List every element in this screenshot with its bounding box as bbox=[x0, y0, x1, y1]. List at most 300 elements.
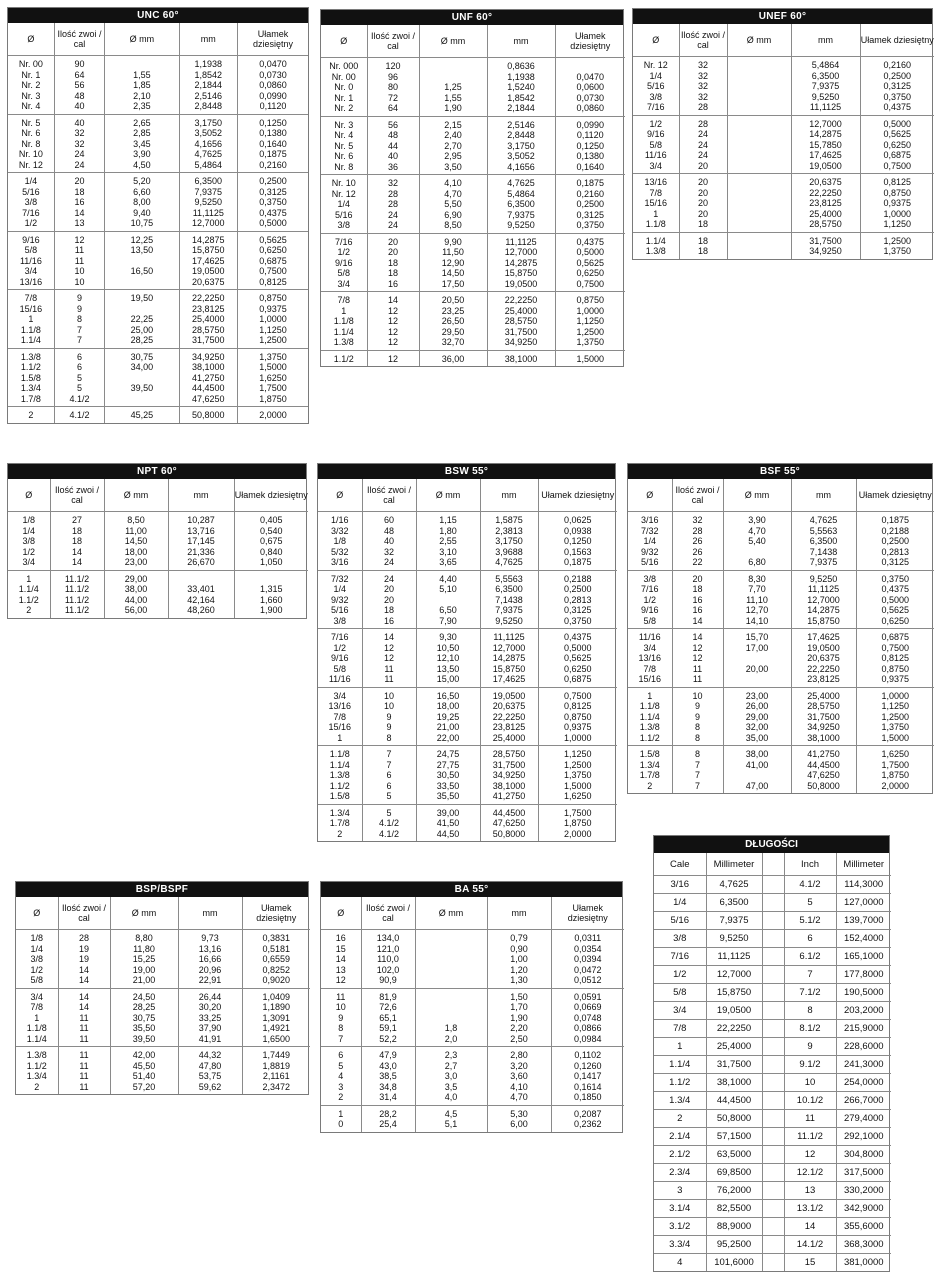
ba-table bbox=[320, 881, 623, 1133]
cell-value: 9/16 bbox=[334, 257, 353, 268]
dlugosci-row bbox=[654, 876, 891, 894]
cell-value: 0,2188 bbox=[563, 573, 592, 584]
cell-value: 5,30 bbox=[510, 1108, 528, 1119]
cell-value: 3/8 bbox=[30, 954, 43, 964]
cell-value: 5 bbox=[76, 372, 82, 383]
inch-cell: 9.1/2 bbox=[784, 1056, 836, 1074]
cell-value: 0,0860 bbox=[576, 103, 605, 113]
cell-value: 12,7000 bbox=[504, 247, 538, 257]
cell-value bbox=[416, 933, 487, 944]
cell-value: Nr. 00 bbox=[18, 59, 43, 69]
cell-value: 15 bbox=[335, 943, 346, 954]
decimal-cell bbox=[856, 512, 934, 571]
size-cell bbox=[321, 116, 367, 175]
mm-cell bbox=[178, 930, 242, 989]
cell-value: 5 bbox=[338, 1060, 344, 1071]
cell-value: 1.1/2 bbox=[329, 780, 350, 791]
cell-value: 9,30 bbox=[439, 632, 457, 642]
cell-value: 5/8 bbox=[337, 268, 350, 278]
cell-value: 13/16 bbox=[328, 701, 352, 711]
cell-value: 6,3500 bbox=[507, 199, 535, 209]
cell-value: 35,00 bbox=[745, 732, 769, 743]
cell-value: 52,2 bbox=[379, 1033, 397, 1044]
cell-value: 32 bbox=[383, 546, 394, 557]
cell-value: 0,3125 bbox=[563, 605, 592, 615]
npt-header-row bbox=[8, 479, 308, 512]
cell-value: 3/4 bbox=[337, 278, 350, 289]
cell-value: 6,3500 bbox=[811, 70, 840, 81]
cell-value: 0,5625 bbox=[576, 257, 605, 268]
cell-value: 14,2875 bbox=[192, 234, 225, 245]
millimeter-cell-2: 139,7000 bbox=[836, 912, 891, 930]
cell-value: 11,50 bbox=[442, 247, 464, 257]
cell-value: 2 bbox=[26, 605, 32, 615]
cell-value: 8 bbox=[386, 732, 392, 743]
cell-value: 2,10 bbox=[133, 90, 151, 101]
millimeter-cell: 44,4500 bbox=[706, 1092, 762, 1110]
threads-cell bbox=[362, 570, 416, 629]
cell-value: 0,1250 bbox=[259, 117, 287, 128]
size-cell bbox=[321, 988, 361, 1047]
cell-value: 31,4 bbox=[379, 1092, 397, 1102]
unc-title: UNC 60° bbox=[8, 8, 308, 23]
millimeter-cell-2: 203,2000 bbox=[836, 1002, 891, 1020]
cell-value bbox=[728, 119, 791, 130]
cell-value: 0,6875 bbox=[883, 150, 912, 160]
size-cell bbox=[318, 512, 362, 571]
inch-cell: 10.1/2 bbox=[784, 1092, 836, 1110]
cell-value: 6,50 bbox=[439, 605, 457, 615]
cell-value: 12 bbox=[692, 642, 703, 653]
cell-value: 110,0 bbox=[377, 954, 399, 964]
threads-cell bbox=[58, 1047, 110, 1095]
mm-cell bbox=[480, 512, 538, 571]
cell-value: 1.1/2 bbox=[639, 732, 660, 743]
mm-cell bbox=[487, 233, 555, 292]
cale-cell: 1.1/4 bbox=[654, 1056, 706, 1074]
cell-value: 9/16 bbox=[640, 605, 659, 615]
cell-value: 1,15 bbox=[439, 515, 457, 525]
cell-value: 21,336 bbox=[187, 546, 215, 557]
cell-value: 4,10 bbox=[444, 178, 462, 188]
decimal-cell bbox=[555, 350, 625, 366]
cell-value: Nr. 6 bbox=[334, 151, 354, 161]
decimal-cell bbox=[237, 348, 308, 407]
mm-cell bbox=[179, 173, 237, 232]
cell-value: 0,0394 bbox=[573, 954, 602, 964]
diameter-mm-cell bbox=[416, 746, 480, 805]
cell-value: 1,7500 bbox=[563, 807, 592, 818]
diameter-mm-cell bbox=[105, 231, 179, 290]
cell-value: 1,8750 bbox=[881, 770, 910, 780]
cell-value: 9 bbox=[386, 711, 392, 722]
cale-cell: 2.1/4 bbox=[654, 1128, 706, 1146]
cell-value: 6 bbox=[76, 351, 82, 362]
cell-value: 1,8542 bbox=[194, 69, 223, 80]
cell-value: 23,8125 bbox=[809, 198, 842, 208]
cell-value: 47,9 bbox=[379, 1050, 397, 1060]
dlugosci-row bbox=[654, 1038, 891, 1056]
cell-value: 34,9250 bbox=[504, 337, 538, 347]
size-cell bbox=[8, 348, 54, 407]
cell-value: 1,8750 bbox=[259, 393, 287, 404]
bsw-table bbox=[317, 463, 616, 842]
millimeter-cell-2: 241,3000 bbox=[836, 1056, 891, 1074]
cell-value: 24 bbox=[697, 139, 708, 150]
cell-value: 56 bbox=[74, 80, 85, 90]
cell-value: 1,0409 bbox=[262, 991, 291, 1002]
cell-value: 1.1/4 bbox=[639, 711, 660, 722]
cell-value: 1/4 bbox=[643, 536, 656, 546]
cell-value: 1,3091 bbox=[262, 1012, 291, 1023]
cell-value: 8 bbox=[76, 314, 82, 324]
cell-value: 1/4 bbox=[649, 70, 662, 81]
cell-value: 2 bbox=[34, 1081, 40, 1092]
cell-value: 12 bbox=[383, 642, 394, 653]
cell-value: 0,8125 bbox=[259, 276, 287, 287]
cell-value: 24 bbox=[387, 220, 398, 230]
mm-cell bbox=[480, 629, 538, 688]
cell-value: 9,40 bbox=[133, 207, 151, 218]
bsf-header-row bbox=[628, 479, 934, 512]
mm-cell bbox=[487, 1047, 551, 1106]
cell-value: 7,90 bbox=[439, 615, 457, 626]
cell-value: 24 bbox=[74, 149, 85, 159]
size-cell bbox=[321, 292, 367, 351]
cell-value: 3/8 bbox=[643, 573, 656, 584]
cell-value: 20,96 bbox=[198, 964, 222, 975]
ba-row-group bbox=[321, 988, 624, 1047]
diameter-mm-cell bbox=[105, 173, 179, 232]
dlugosci-title: DŁUGOŚCI bbox=[654, 836, 889, 853]
header-decimal-fraction: Ułamek dziesiętny bbox=[856, 479, 934, 512]
header-millimeter-2: Millimeter bbox=[836, 853, 891, 876]
cell-value: 33,50 bbox=[436, 780, 460, 791]
cell-value: 15,8750 bbox=[504, 268, 538, 278]
cell-value: 2,1844 bbox=[507, 103, 535, 113]
dlugosci-row bbox=[654, 1146, 891, 1164]
cell-value: 32,70 bbox=[441, 337, 465, 347]
millimeter-cell: 38,1000 bbox=[706, 1074, 762, 1092]
cell-value: 1.3/4 bbox=[26, 1071, 47, 1081]
header-diameter: Ø bbox=[16, 897, 58, 930]
spacer-cell bbox=[762, 1074, 784, 1092]
cell-value: 2,40 bbox=[444, 130, 462, 140]
spacer-cell bbox=[762, 876, 784, 894]
size-cell bbox=[628, 629, 672, 688]
cell-value: 0,7500 bbox=[576, 278, 605, 289]
cell-value: 28 bbox=[387, 199, 398, 209]
spacer-cell bbox=[762, 1110, 784, 1128]
cell-value bbox=[416, 965, 487, 976]
cell-value: 1 bbox=[26, 573, 32, 584]
cell-value: 4.1/2 bbox=[69, 393, 90, 404]
cale-cell: 3 bbox=[654, 1182, 706, 1200]
cell-value: 11 bbox=[79, 1023, 89, 1033]
cell-value bbox=[728, 177, 791, 188]
millimeter-cell-2: 381,0000 bbox=[843, 1257, 884, 1268]
cell-value: 28 bbox=[697, 118, 708, 129]
inch-cell: 10 bbox=[784, 1074, 836, 1092]
mm-cell bbox=[178, 988, 242, 1047]
cell-value: 50,8000 bbox=[192, 410, 225, 420]
millimeter-cell: 6,3500 bbox=[706, 894, 762, 912]
cell-value: 25,4000 bbox=[807, 690, 840, 701]
cell-value: 18,00 bbox=[124, 546, 148, 557]
threads-cell bbox=[367, 175, 419, 234]
cell-value: 0,8750 bbox=[881, 663, 910, 674]
cell-value: 18 bbox=[383, 605, 394, 615]
size-cell bbox=[318, 570, 362, 629]
mm-cell bbox=[480, 687, 538, 746]
cell-value: 5,4864 bbox=[811, 60, 840, 70]
cell-value: 2,0 bbox=[444, 1033, 458, 1044]
millimeter-cell: 88,9000 bbox=[706, 1218, 762, 1236]
mm-cell bbox=[480, 570, 538, 629]
cell-value: 1.1/2 bbox=[20, 362, 41, 372]
millimeter-cell-2: 368,3000 bbox=[836, 1236, 891, 1254]
bsf-row-group bbox=[628, 570, 934, 629]
cell-value: 22,25 bbox=[130, 314, 154, 324]
cell-value: 0,6250 bbox=[881, 615, 910, 626]
cell-value: 2,1844 bbox=[194, 80, 223, 90]
cell-value bbox=[105, 59, 178, 70]
cell-value: 1.3/8 bbox=[20, 351, 41, 362]
dlugosci-row bbox=[654, 1092, 891, 1110]
cell-value: 0,2160 bbox=[259, 159, 287, 170]
mm-cell bbox=[480, 746, 538, 805]
decimal-cell bbox=[237, 56, 308, 115]
decimal-cell bbox=[860, 174, 934, 233]
decimal-cell bbox=[538, 804, 617, 841]
cell-value: 0,0730 bbox=[259, 69, 287, 80]
threads-cell bbox=[361, 1105, 415, 1132]
cell-value: 43,0 bbox=[379, 1060, 397, 1071]
cell-value: 31,7500 bbox=[504, 326, 538, 337]
cell-value: 0,90 bbox=[510, 943, 528, 954]
ba-row-group bbox=[321, 1105, 624, 1132]
threads-cell bbox=[54, 348, 104, 407]
dlugosci-row bbox=[654, 894, 891, 912]
cell-value: 3/16 bbox=[640, 515, 659, 525]
cell-value: 20 bbox=[74, 176, 85, 186]
unf-row-group bbox=[321, 350, 625, 366]
cell-value: 2,3 bbox=[444, 1050, 458, 1060]
unf-row-group bbox=[321, 233, 625, 292]
millimeter-cell-2: 177,8000 bbox=[836, 966, 891, 984]
cell-value: 1,1250 bbox=[259, 324, 287, 335]
cell-value: 14,50 bbox=[441, 268, 465, 278]
cell-value bbox=[416, 954, 487, 965]
cell-value: 12,7000 bbox=[809, 118, 842, 129]
cell-value: 12,7000 bbox=[492, 642, 526, 653]
cell-value: 12 bbox=[387, 316, 398, 326]
cell-value: 0,0748 bbox=[573, 1012, 602, 1023]
cell-value: 5,1 bbox=[444, 1119, 458, 1129]
cell-value: 2,3472 bbox=[262, 1081, 291, 1092]
cell-value: 5,10 bbox=[439, 584, 457, 594]
cell-value: 6 bbox=[76, 362, 82, 372]
cell-value: 1,3750 bbox=[881, 722, 910, 732]
cell-value: 1,5240 bbox=[507, 82, 535, 92]
millimeter-cell-2: 355,6000 bbox=[836, 1218, 891, 1236]
size-cell bbox=[321, 1105, 361, 1132]
cell-value: 5 bbox=[76, 383, 82, 393]
cell-value: 0,3125 bbox=[576, 209, 605, 220]
cell-value: Nr. 5 bbox=[21, 117, 41, 128]
cell-value: 1.3/4 bbox=[639, 759, 660, 770]
bsf-row-group bbox=[628, 629, 934, 688]
cell-value: Nr. 0 bbox=[334, 82, 354, 92]
size-cell bbox=[318, 746, 362, 805]
bsw-row-group bbox=[318, 804, 617, 841]
cell-value: 0,0938 bbox=[563, 525, 592, 536]
size-cell bbox=[628, 746, 672, 794]
threads-cell bbox=[54, 173, 104, 232]
threads-cell bbox=[672, 512, 723, 571]
diameter-mm-cell bbox=[723, 512, 791, 571]
cell-value: 4 bbox=[338, 1071, 344, 1081]
cell-value: 1.1/4 bbox=[329, 759, 350, 770]
header-diameter-mm: Ø mm bbox=[110, 897, 178, 930]
cell-value: 1,55 bbox=[133, 69, 151, 80]
size-cell bbox=[8, 570, 50, 618]
decimal-cell bbox=[551, 930, 624, 989]
cell-value: 32 bbox=[697, 91, 708, 102]
cell-value: 20 bbox=[383, 594, 394, 605]
mm-cell bbox=[791, 570, 856, 629]
cell-value: 5/8 bbox=[333, 663, 346, 674]
header-diameter: Ø bbox=[628, 479, 672, 512]
diameter-mm-cell bbox=[104, 570, 168, 618]
cell-value: 0,5625 bbox=[563, 653, 592, 663]
cell-value: 1,3750 bbox=[259, 351, 287, 362]
cell-value: 1.1/2 bbox=[26, 1060, 47, 1071]
decimal-cell bbox=[860, 115, 934, 174]
spacer-cell bbox=[762, 1146, 784, 1164]
cell-value: 42,164 bbox=[187, 594, 215, 605]
millimeter-cell: 22,2250 bbox=[706, 1020, 762, 1038]
ba-row-group bbox=[321, 1047, 624, 1106]
header-mm: mm bbox=[178, 897, 242, 930]
cell-value: 35,50 bbox=[132, 1023, 156, 1033]
cell-value: 8,50 bbox=[127, 515, 145, 525]
cell-value: 0,1875 bbox=[259, 149, 287, 159]
cale-cell: 3.3/4 bbox=[654, 1236, 706, 1254]
cell-value: 10 bbox=[74, 266, 85, 276]
cell-value bbox=[728, 150, 791, 161]
cell-value bbox=[420, 61, 487, 72]
cale-cell: 1 bbox=[654, 1038, 706, 1056]
cell-value: 11 bbox=[384, 663, 394, 674]
cell-value: 3/4 bbox=[30, 991, 43, 1002]
diameter-mm-cell bbox=[105, 114, 179, 173]
cell-value: 90,9 bbox=[379, 975, 397, 985]
cell-value: 2,0000 bbox=[563, 828, 592, 839]
mm-cell bbox=[487, 175, 555, 234]
header-mm: mm bbox=[487, 25, 555, 58]
cell-value: 1 bbox=[28, 314, 34, 324]
cale-cell: 2 bbox=[654, 1110, 706, 1128]
inch-cell: 14.1/2 bbox=[784, 1236, 836, 1254]
cell-value: 1,5875 bbox=[495, 515, 523, 525]
cell-value: 11 bbox=[79, 1071, 89, 1081]
cell-value: 2,50 bbox=[510, 1033, 528, 1044]
cell-value bbox=[416, 975, 487, 986]
cell-value: 11.1/2 bbox=[64, 605, 90, 615]
cell-value bbox=[728, 92, 791, 103]
cell-value bbox=[728, 246, 791, 257]
cell-value: 90 bbox=[74, 59, 85, 69]
cell-value: 0,0472 bbox=[573, 964, 602, 975]
cell-value: 20 bbox=[387, 236, 398, 247]
dlugosci-row bbox=[654, 984, 891, 1002]
cell-value: 20,50 bbox=[441, 295, 465, 305]
cell-value: 28,5750 bbox=[809, 219, 842, 229]
bsp-bspf-row-group bbox=[16, 988, 310, 1047]
cell-value: 14,10 bbox=[745, 615, 769, 626]
size-cell bbox=[633, 57, 679, 116]
decimal-cell bbox=[237, 231, 308, 290]
cell-value bbox=[728, 198, 791, 209]
diameter-mm-cell bbox=[723, 629, 791, 688]
cell-value: 5,5563 bbox=[495, 573, 523, 584]
header-threads-per-inch: Ilość zwoi / cal bbox=[58, 897, 110, 930]
bsf-row-group bbox=[628, 687, 934, 746]
cell-value: 1.3/8 bbox=[645, 246, 666, 256]
cell-value: 0,2500 bbox=[576, 199, 605, 209]
cell-value: 3/4 bbox=[333, 690, 346, 701]
cell-value: 1/8 bbox=[333, 536, 346, 546]
header-diameter: Ø bbox=[633, 24, 679, 57]
cell-value: 1,70 bbox=[510, 1002, 528, 1012]
threads-cell bbox=[362, 687, 416, 746]
mm-cell bbox=[487, 116, 555, 175]
cell-value: 47,6250 bbox=[492, 818, 526, 828]
dlugosci-header-row bbox=[654, 853, 891, 876]
cell-value: 16 bbox=[692, 605, 703, 615]
size-cell bbox=[8, 114, 54, 173]
inch-cell: 13.1/2 bbox=[784, 1200, 836, 1218]
cell-value: 9,5250 bbox=[495, 615, 523, 626]
millimeter-cell: 9,5250 bbox=[706, 930, 762, 948]
size-cell bbox=[318, 687, 362, 746]
cell-value: 1,5000 bbox=[881, 732, 910, 743]
cell-value: 5,5563 bbox=[809, 525, 838, 536]
cell-value: 28,2 bbox=[379, 1108, 397, 1119]
decimal-cell bbox=[237, 173, 308, 232]
cell-value: 11.1/2 bbox=[64, 594, 90, 605]
decimal-cell bbox=[555, 116, 625, 175]
cale-cell: 2.3/4 bbox=[654, 1164, 706, 1182]
cell-value: 22 bbox=[692, 557, 703, 567]
cell-value: 1.7/8 bbox=[329, 818, 350, 828]
cell-value: 48,260 bbox=[187, 605, 215, 615]
decimal-cell bbox=[856, 746, 934, 794]
threads-cell bbox=[50, 570, 104, 618]
inch-cell: 7 bbox=[784, 966, 836, 984]
cell-value: 3,90 bbox=[133, 149, 151, 159]
threads-cell bbox=[54, 290, 104, 349]
cell-value: 0,8636 bbox=[507, 61, 535, 71]
threads-cell bbox=[672, 746, 723, 794]
cell-value: Nr. 2 bbox=[334, 103, 354, 113]
cell-value: 1/4 bbox=[24, 176, 38, 186]
cell-value: 4.1/2 bbox=[378, 828, 400, 839]
cell-value: 9 bbox=[694, 701, 700, 711]
cell-value: 38,00 bbox=[124, 584, 148, 594]
cell-value: 7 bbox=[338, 1033, 344, 1044]
